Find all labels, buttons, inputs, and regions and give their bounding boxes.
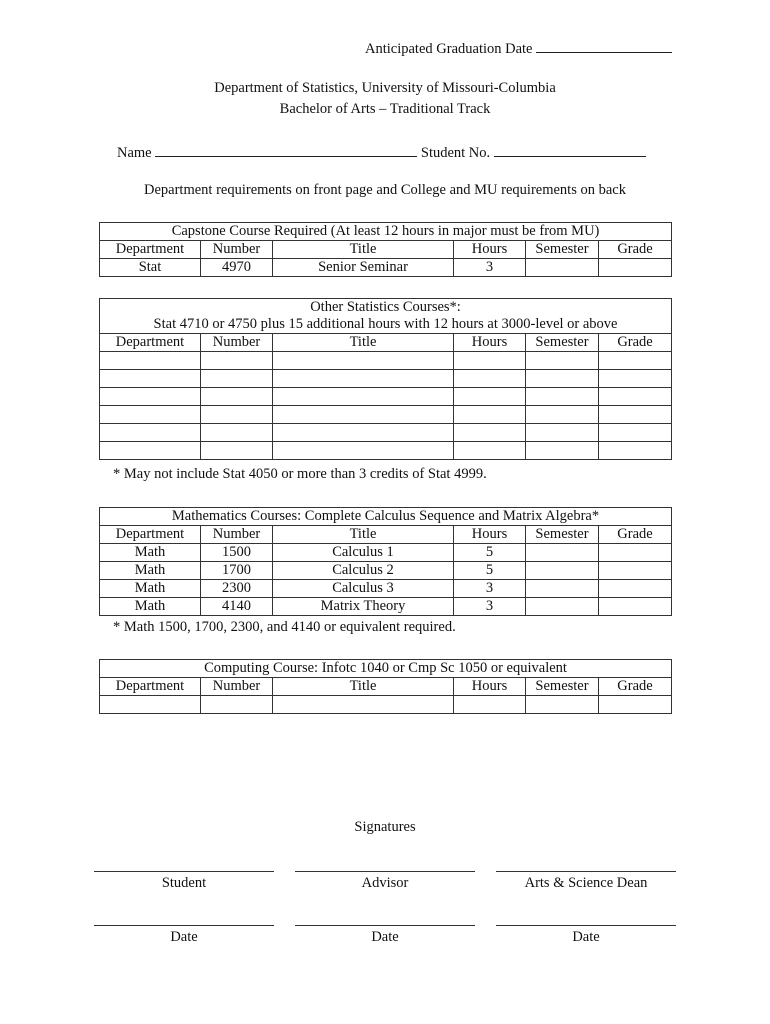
cell-number[interactable] [201,696,273,714]
cell-number[interactable] [201,352,273,370]
col-title: Title [273,241,454,259]
cell-semester[interactable] [526,696,599,714]
department-heading: Department of Statistics, University of Missouri-Columbia [214,80,556,96]
cell-title[interactable] [273,424,454,442]
cell-title: Senior Seminar [273,259,454,277]
dean-signature-line[interactable] [496,871,676,872]
other-stats-footnote: * May not include Stat 4050 or more than 3 credits of Stat 4999. [113,466,487,482]
cell-grade[interactable] [599,259,672,277]
name-line [117,142,646,162]
cell-department[interactable] [100,696,201,714]
math-footnote: * Math 1500, 1700, 2300, and 4140 or equivalent required. [113,619,456,635]
cell-title: Matrix Theory [273,598,454,616]
other-stats-title: Other Statistics Courses*: [100,299,672,317]
student-signature-line[interactable] [94,871,274,872]
cell-grade[interactable] [599,544,672,562]
col-department: Department [100,334,201,352]
col-grade: Grade [599,241,672,259]
other-stats-subtitle: Stat 4710 or 4750 plus 15 additional hours with 12 hours at 3000-level or above [100,316,672,334]
cell-title: Calculus 2 [273,562,454,580]
dean-date-label: Date [572,929,600,945]
cell-title[interactable] [273,406,454,424]
cell-semester[interactable] [526,370,599,388]
col-hours: Hours [454,241,526,259]
cell-number: 2300 [201,580,273,598]
cell-semester[interactable] [526,259,599,277]
cell-semester[interactable] [526,562,599,580]
col-hours: Hours [454,334,526,352]
col-title: Title [273,526,454,544]
col-hours: Hours [454,526,526,544]
capstone-table [99,222,672,277]
other-stats-header-row [100,334,672,352]
cell-hours: 3 [454,259,526,277]
cell-department: Math [100,562,201,580]
cell-hours[interactable] [454,352,526,370]
table-row [100,424,672,442]
table-row [100,580,672,598]
cell-semester[interactable] [526,580,599,598]
table-row [100,388,672,406]
cell-grade[interactable] [599,370,672,388]
cell-department[interactable] [100,442,201,460]
col-grade: Grade [599,334,672,352]
cell-number[interactable] [201,406,273,424]
col-number: Number [201,334,273,352]
cell-hours[interactable] [454,406,526,424]
col-number: Number [201,241,273,259]
table-row [100,442,672,460]
cell-number: 1700 [201,562,273,580]
cell-department: Stat [100,259,201,277]
col-department: Department [100,526,201,544]
cell-department[interactable] [100,352,201,370]
col-semester: Semester [526,678,599,696]
col-hours: Hours [454,678,526,696]
col-grade: Grade [599,526,672,544]
col-title: Title [273,334,454,352]
cell-number[interactable] [201,388,273,406]
col-semester: Semester [526,526,599,544]
math-table [99,507,672,616]
table-row [100,562,672,580]
cell-grade[interactable] [599,424,672,442]
cell-number[interactable] [201,370,273,388]
computing-table [99,659,672,714]
table-row [100,352,672,370]
cell-department: Math [100,580,201,598]
student-date-label: Date [170,929,198,945]
table-row [100,544,672,562]
cell-department[interactable] [100,424,201,442]
cell-grade[interactable] [599,442,672,460]
table-row [100,696,672,714]
cell-semester[interactable] [526,442,599,460]
anticipated-graduation-line [365,38,672,58]
cell-department: Math [100,598,201,616]
table-row [100,370,672,388]
student-date-line[interactable] [94,925,274,926]
table-row [100,406,672,424]
cell-title[interactable] [273,696,454,714]
col-title: Title [273,678,454,696]
advisor-signature-label: Advisor [361,875,409,891]
cell-hours: 5 [454,562,526,580]
col-number: Number [201,678,273,696]
computing-title: Computing Course: Infotc 1040 or Cmp Sc 1050 or equivalent [100,660,672,678]
table-row [100,598,672,616]
cell-department[interactable] [100,388,201,406]
cell-semester[interactable] [526,544,599,562]
cell-department[interactable] [100,370,201,388]
col-semester: Semester [526,241,599,259]
cell-grade[interactable] [599,406,672,424]
cell-number: 4970 [201,259,273,277]
cell-semester[interactable] [526,424,599,442]
cell-hours[interactable] [454,370,526,388]
cell-hours[interactable] [454,442,526,460]
capstone-title: Capstone Course Required (At least 12 hours in major must be from MU) [100,223,672,241]
student-no-field[interactable] [494,142,646,157]
name-field[interactable] [155,142,417,157]
other-stats-table [99,298,672,460]
advisor-signature-line[interactable] [295,871,475,872]
cell-number: 4140 [201,598,273,616]
student-no-label: Student No. [420,145,491,161]
cell-hours: 3 [454,580,526,598]
cell-grade[interactable] [599,696,672,714]
col-number: Number [201,526,273,544]
cell-semester[interactable] [526,406,599,424]
cell-department: Math [100,544,201,562]
cell-semester[interactable] [526,352,599,370]
math-title: Mathematics Courses: Complete Calculus Sequence and Matrix Algebra* [100,508,672,526]
cell-title: Calculus 1 [273,544,454,562]
capstone-header-row [100,241,672,259]
cell-hours: 3 [454,598,526,616]
col-department: Department [100,678,201,696]
cell-hours: 5 [454,544,526,562]
cell-grade[interactable] [599,598,672,616]
dean-signature-label: Arts & Science Dean [524,875,648,891]
name-label: Name [117,145,152,161]
cell-semester[interactable] [526,598,599,616]
computing-header-row [100,678,672,696]
cell-hours[interactable] [454,388,526,406]
math-header-row [100,526,672,544]
table-row [100,259,672,277]
cell-grade[interactable] [599,562,672,580]
cell-hours[interactable] [454,696,526,714]
col-department: Department [100,241,201,259]
col-grade: Grade [599,678,672,696]
cell-grade[interactable] [599,388,672,406]
cell-title[interactable] [273,442,454,460]
cell-title[interactable] [273,370,454,388]
col-semester: Semester [526,334,599,352]
cell-grade[interactable] [599,352,672,370]
advisor-date-label: Date [371,929,399,945]
track-heading: Bachelor of Arts – Traditional Track [279,101,491,117]
cell-semester[interactable] [526,388,599,406]
cell-grade[interactable] [599,580,672,598]
cell-title[interactable] [273,352,454,370]
cell-department[interactable] [100,406,201,424]
requirements-note: Department requirements on front page and College and MU requirements on back [144,182,626,198]
advisor-date-line[interactable] [295,925,475,926]
signatures-heading: Signatures [354,819,416,835]
cell-hours[interactable] [454,424,526,442]
cell-number[interactable] [201,442,273,460]
student-signature-label: Student [161,875,207,891]
anticipated-graduation-field[interactable] [536,38,672,53]
cell-number: 1500 [201,544,273,562]
anticipated-graduation-label: Anticipated Graduation Date [365,41,533,57]
cell-title[interactable] [273,388,454,406]
dean-date-line[interactable] [496,925,676,926]
cell-number[interactable] [201,424,273,442]
cell-title: Calculus 3 [273,580,454,598]
